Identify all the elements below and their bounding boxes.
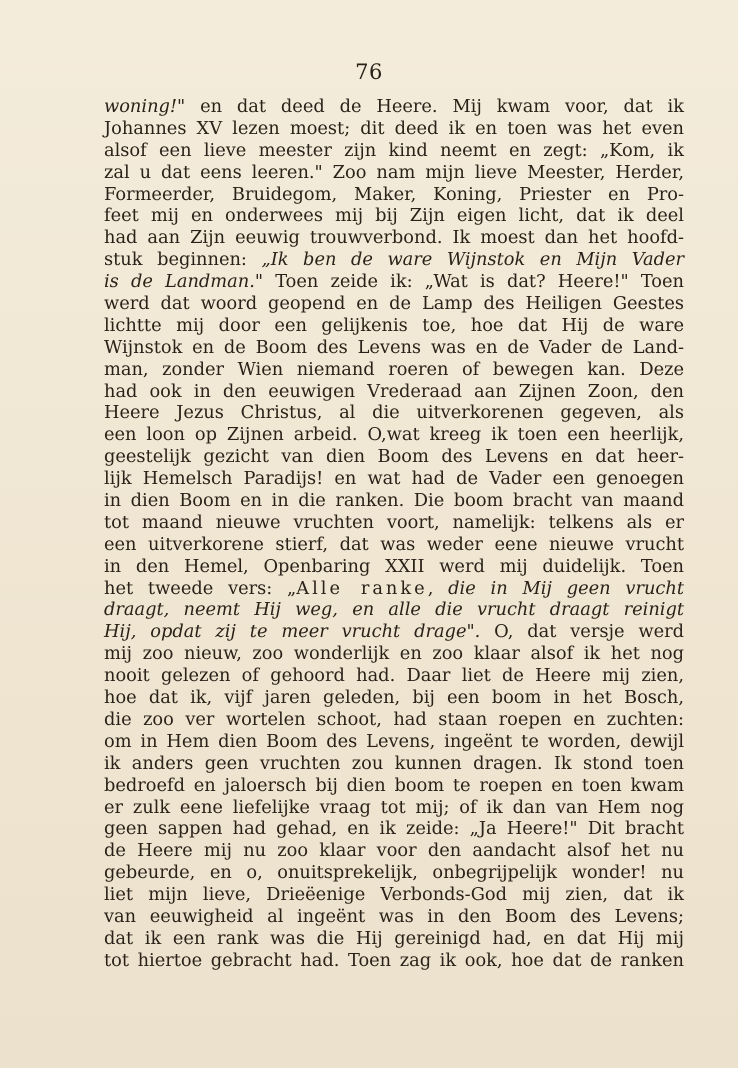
text-segment: stuk beginnen:	[104, 249, 262, 271]
text-line	[104, 621, 684, 643]
text-segment: had aan Zijn eeuwig trouwverbond. Ik moest dan het hoofd-	[104, 227, 684, 249]
text-segment: mij zoo nieuw, zoo wonderlijk en zoo klaar alsof ik het nog	[104, 643, 684, 665]
text-segment: van eeuwigheid al ingeënt was in den Boom des Levens;	[104, 905, 684, 927]
text-line	[104, 424, 684, 446]
text-line	[104, 468, 684, 490]
text-line	[104, 490, 684, 512]
text-segment: geestelijk gezicht van dien Boom des Levens en dat heer-	[104, 446, 684, 468]
text-segment: een uitverkorene stierf, dat was weder eene nieuwe vrucht	[104, 533, 684, 555]
text-line	[104, 512, 684, 534]
text-segment: in den Hemel, Openbaring XXII werd mij duidelijk. Toen	[104, 555, 684, 577]
text-line	[104, 205, 684, 227]
text-segment: O, dat versje werd	[480, 621, 685, 643]
text-segment: lijk Hemelsch Paradijs! en wat had de Vader een genoegen	[104, 468, 684, 490]
text-segment: lichtte mij door een gelijkenis toe, hoe dat Hij de ware	[104, 314, 684, 336]
text-line	[104, 293, 684, 315]
text-segment: dat ik een rank was die Hij gereinigd had, en dat Hij mij	[104, 927, 684, 949]
text-segment: man, zonder Wien niemand roeren of bewegen kan. Deze	[104, 358, 684, 380]
text-line	[104, 862, 684, 884]
text-line	[104, 643, 684, 665]
page-number: 76	[355, 60, 383, 84]
text-segment: Wijnstok en de Boom des Levens was en de Vader de Land-	[104, 336, 684, 358]
text-segment: het tweede vers: „	[104, 577, 297, 599]
text-segment: Toen zeide ik: „Wat is dat? Heere!" Toen	[263, 271, 684, 293]
italic-text: is de Landman."	[104, 271, 264, 293]
text-segment: zal u dat eens leeren." Zoo nam mijn lieve Meester, Herder,	[104, 161, 684, 183]
text-segment: alsof een lieve meester zijn kind neemt en zegt: „Kom, ik	[104, 139, 684, 161]
text-line	[104, 665, 684, 687]
text-line	[104, 359, 684, 381]
text-segment: Johannes XV lezen moest; dit deed ik en toen was het even	[104, 117, 684, 139]
text-segment: had ook in den eeuwigen Vrederaad aan Zijnen Zoon, den	[104, 380, 684, 402]
text-line	[104, 315, 684, 337]
text-line	[104, 556, 684, 578]
text-segment: feet mij en onderwees mij bij Zijn eigen licht, dat ik deel	[104, 205, 684, 227]
text-line	[104, 687, 684, 709]
text-line	[104, 753, 684, 775]
text-line	[104, 534, 684, 556]
text-segment: bedroefd en jaloersch bij dien boom te roepen en toen kwam	[104, 774, 684, 796]
text-line	[104, 578, 684, 600]
text-line	[104, 271, 684, 293]
body-text	[104, 96, 684, 972]
text-segment: tot hiertoe gebracht had. Toen zag ik ook, hoe dat de ranken	[104, 949, 684, 971]
text-line	[104, 731, 684, 753]
text-line	[104, 928, 684, 950]
text-segment: ik anders geen vruchten zou kunnen dragen. Ik stond toen	[104, 752, 684, 774]
text-line	[104, 709, 684, 731]
text-segment: Formeerder, Bruidegom, Maker, Koning, Priester en Pro-	[104, 183, 684, 205]
text-line	[104, 906, 684, 928]
text-segment: in dien Boom en in die ranken. Die boom bracht van maand	[104, 490, 684, 512]
text-segment: nooit gelezen of gehoord had. Daar liet de Heere mij zien,	[104, 665, 684, 687]
text-line	[104, 162, 684, 184]
text-line	[104, 118, 684, 140]
text-segment: werd dat woord geopend en de Lamp des Heiligen Geestes	[104, 293, 684, 315]
text-segment: een loon op Zijnen arbeid. O,wat kreeg ik toen een heerlijk,	[104, 424, 684, 446]
text-line	[104, 184, 684, 206]
text-line	[104, 381, 684, 403]
text-segment: hoe dat ik, vijf jaren geleden, bij een boom in het Bosch,	[104, 687, 684, 709]
text-segment: en dat deed de Heere. Mij kwam voor, dat ik	[185, 96, 684, 117]
italic-text: „Ik ben de ware Wijnstok en Mijn Vader	[261, 249, 684, 271]
text-line	[104, 96, 684, 118]
text-line	[104, 797, 684, 819]
text-segment: ,	[427, 577, 449, 599]
spaced-text: Alle ranke	[296, 577, 428, 599]
text-segment: Heere Jezus Christus, al die uitverkorenen gegeven, als	[104, 402, 684, 424]
text-line	[104, 818, 684, 840]
text-line	[104, 249, 684, 271]
text-line	[104, 775, 684, 797]
italic-text: woning!"	[104, 96, 186, 117]
text-line	[104, 446, 684, 468]
text-line	[104, 140, 684, 162]
italic-text: Hij, opdat zij te meer vrucht drage".	[104, 621, 481, 643]
text-line	[104, 950, 684, 972]
text-segment: om in Hem dien Boom des Levens, ingeënt te worden, dewijl	[104, 730, 684, 752]
text-segment: er zulk eene liefelijke vraag tot mij; of ik dan van Hem nog	[104, 796, 684, 818]
text-segment: geen sappen had gehad, en ik zeide: „Ja Heere!" Dit bracht	[104, 818, 684, 840]
text-segment: tot maand nieuwe vruchten voort, namelijk: telkens als er	[104, 511, 684, 533]
text-segment: de Heere mij nu zoo klaar voor den aandacht alsof het nu	[104, 840, 684, 862]
italic-text: die in Mij geen vrucht	[448, 577, 684, 599]
text-line	[104, 402, 684, 424]
text-line	[104, 884, 684, 906]
text-line	[104, 227, 684, 249]
italic-text: draagt, neemt Hij weg, en alle die vrucht draagt reinigt	[104, 599, 684, 621]
text-line	[104, 840, 684, 862]
text-line	[104, 599, 684, 621]
text-segment: die zoo ver wortelen schoot, had staan roepen en zuchten:	[104, 708, 684, 730]
text-segment: gebeurde, en o, onuitsprekelijk, onbegrijpelijk wonder! nu	[104, 862, 684, 884]
text-line	[104, 337, 684, 359]
text-segment: liet mijn lieve, Drieëenige Verbonds-God mij zien, dat ik	[104, 884, 684, 906]
